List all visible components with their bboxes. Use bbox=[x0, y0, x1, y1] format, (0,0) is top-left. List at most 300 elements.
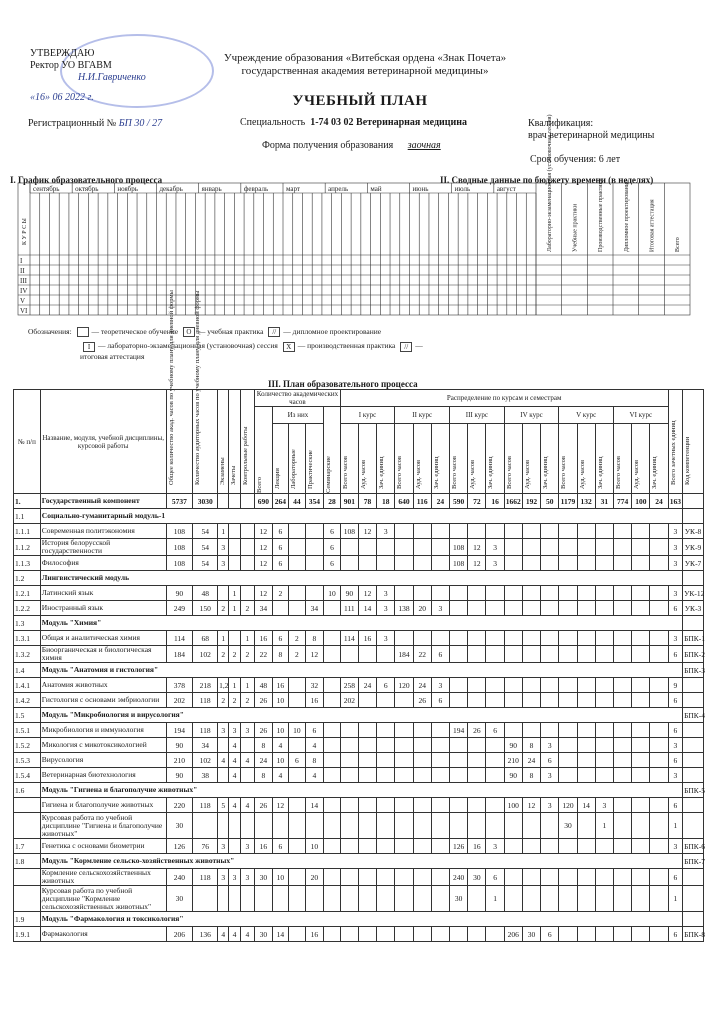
cell-c-13: 14 bbox=[577, 798, 595, 813]
cell-c-8 bbox=[486, 768, 504, 783]
cell-l: 6 bbox=[272, 556, 288, 571]
cell-c-6 bbox=[450, 753, 468, 768]
reg-label: Регистрационный № bbox=[28, 118, 117, 129]
cell-s: 6 bbox=[324, 524, 341, 539]
course-row-1: I bbox=[20, 257, 23, 265]
cell-z bbox=[229, 494, 240, 509]
cell-c-7 bbox=[468, 524, 486, 539]
cell-name: Модуль "Анатомия и гистология" bbox=[40, 663, 682, 678]
cell-z bbox=[229, 556, 240, 571]
cell-c-2: 6 bbox=[377, 678, 395, 693]
cell-c-8 bbox=[486, 678, 504, 693]
cell-name: Общая и аналитическая химия bbox=[40, 631, 166, 646]
cell-c-7: 30 bbox=[468, 869, 486, 886]
cell-z: 4 bbox=[229, 798, 240, 813]
cell-c-16 bbox=[632, 798, 650, 813]
cell-c-1 bbox=[358, 839, 376, 854]
table-row bbox=[14, 783, 704, 798]
cell-c-12 bbox=[559, 539, 577, 556]
cell-c-4 bbox=[413, 539, 431, 556]
cell-s bbox=[324, 723, 341, 738]
cell-lb bbox=[289, 798, 305, 813]
cell-c-11 bbox=[541, 539, 559, 556]
course-5-sub-3: Зач. единиц bbox=[596, 456, 604, 489]
cell-k bbox=[240, 524, 254, 539]
cell-v: 12 bbox=[255, 586, 273, 601]
cell-code bbox=[683, 616, 704, 631]
cell-s: 6 bbox=[324, 556, 341, 571]
cell-p bbox=[305, 556, 324, 571]
col-comp: Код компетенции bbox=[684, 436, 692, 485]
cell-c-6 bbox=[450, 798, 468, 813]
cell-c-9: 90 bbox=[504, 738, 522, 753]
cell-t: 378 bbox=[166, 678, 193, 693]
course-5: V курс bbox=[559, 407, 614, 424]
cell-a: 150 bbox=[193, 601, 218, 616]
cell-t: 114 bbox=[166, 631, 193, 646]
legend-diploma: — дипломное проектирование bbox=[283, 327, 382, 336]
cell-c-17 bbox=[650, 524, 668, 539]
cell-c-2 bbox=[377, 556, 395, 571]
cell-c-15 bbox=[614, 693, 632, 708]
cell-c-9 bbox=[504, 646, 522, 663]
cell-c-15 bbox=[614, 886, 632, 912]
cell-c-11: 6 bbox=[541, 927, 559, 942]
cell-c-11: 50 bbox=[541, 494, 559, 509]
cell-c-14 bbox=[595, 693, 613, 708]
cell-c-0: 901 bbox=[340, 494, 358, 509]
col-vsego: Всего bbox=[256, 477, 264, 493]
cell-c-9 bbox=[504, 693, 522, 708]
reg-value: БП 30 / 27 bbox=[118, 118, 163, 129]
cell-c-7: 26 bbox=[468, 723, 486, 738]
cell-c-11: 3 bbox=[541, 738, 559, 753]
cell-p bbox=[305, 539, 324, 556]
cell-c-5 bbox=[431, 839, 449, 854]
form-value: заочная bbox=[407, 140, 441, 151]
cell-zet: 1 bbox=[668, 813, 682, 839]
cell-no: 1.7 bbox=[14, 839, 41, 854]
cell-v: 26 bbox=[255, 798, 273, 813]
cell-c-12 bbox=[559, 693, 577, 708]
table-row bbox=[14, 738, 704, 753]
cell-e: 1 bbox=[218, 524, 229, 539]
cell-no: 1.3 bbox=[14, 616, 41, 631]
cell-e: 3 bbox=[218, 556, 229, 571]
cell-c-17 bbox=[650, 813, 668, 839]
cell-c-9 bbox=[504, 886, 522, 912]
cell-c-12 bbox=[559, 738, 577, 753]
cell-c-11: 6 bbox=[541, 753, 559, 768]
cell-c-7: 12 bbox=[468, 556, 486, 571]
cell-lb bbox=[289, 738, 305, 753]
cell-c-2: 3 bbox=[377, 601, 395, 616]
course-row-2: II bbox=[20, 267, 25, 275]
cell-k bbox=[240, 539, 254, 556]
cell-name: Курсовая работа по учебной дисциплине "Гигиена и благополучие животных" bbox=[40, 813, 166, 839]
col-iz-nih: Из них bbox=[272, 407, 324, 424]
month-4: январь bbox=[201, 185, 222, 193]
cell-v: 26 bbox=[255, 693, 273, 708]
cell-c-14 bbox=[595, 539, 613, 556]
table-row bbox=[14, 586, 704, 601]
cell-code bbox=[683, 738, 704, 753]
course-1-sub-3: Зач. единиц bbox=[378, 456, 386, 489]
cell-v: 30 bbox=[255, 927, 273, 942]
cell-lb: 10 bbox=[289, 723, 305, 738]
cell-lb bbox=[289, 693, 305, 708]
cell-k: 2 bbox=[240, 601, 254, 616]
cell-c-4 bbox=[413, 927, 431, 942]
cell-c-1 bbox=[358, 798, 376, 813]
course-1-sub-2: Ауд. часов bbox=[359, 459, 367, 489]
cell-lb bbox=[289, 927, 305, 942]
cell-c-13 bbox=[577, 646, 595, 663]
cell-z: 1 bbox=[229, 678, 240, 693]
table-row bbox=[14, 927, 704, 942]
cell-c-13 bbox=[577, 539, 595, 556]
cell-c-0: 108 bbox=[340, 524, 358, 539]
cell-c-5 bbox=[431, 798, 449, 813]
cell-c-14: 1 bbox=[595, 813, 613, 839]
cell-c-5: 3 bbox=[431, 678, 449, 693]
cell-no: 1.4.1 bbox=[14, 678, 41, 693]
cell-c-17 bbox=[650, 768, 668, 783]
cell-k: 4 bbox=[240, 753, 254, 768]
cell-c-10 bbox=[522, 586, 540, 601]
cell-e: 2 bbox=[218, 646, 229, 663]
cell-c-3 bbox=[395, 798, 413, 813]
cell-e: 2 bbox=[218, 693, 229, 708]
cell-no: 1.3.1 bbox=[14, 631, 41, 646]
cell-c-12 bbox=[559, 524, 577, 539]
cell-code bbox=[683, 798, 704, 813]
col-distribution: Распределение по курсам и семестрам bbox=[340, 390, 668, 407]
table-row bbox=[14, 753, 704, 768]
cell-c-2 bbox=[377, 813, 395, 839]
cell-c-4 bbox=[413, 524, 431, 539]
cell-c-10 bbox=[522, 631, 540, 646]
table-row bbox=[14, 524, 704, 539]
cell-p: 32 bbox=[305, 678, 324, 693]
col-pract: Практические bbox=[306, 449, 314, 489]
cell-c-10 bbox=[522, 601, 540, 616]
table-row bbox=[14, 509, 704, 524]
cell-c-15 bbox=[614, 753, 632, 768]
cell-code: БПК-6 bbox=[683, 839, 704, 854]
cell-c-17 bbox=[650, 539, 668, 556]
cell-e bbox=[218, 813, 229, 839]
course-4-sub-2: Ауд. часов bbox=[523, 459, 531, 489]
cell-c-11 bbox=[541, 886, 559, 912]
table-row bbox=[14, 869, 704, 886]
cell-c-9 bbox=[504, 869, 522, 886]
cell-code: УК-3 bbox=[683, 601, 704, 616]
cell-z bbox=[229, 813, 240, 839]
cell-l: 14 bbox=[272, 927, 288, 942]
cell-c-3 bbox=[395, 556, 413, 571]
cell-lb bbox=[289, 839, 305, 854]
cell-c-17 bbox=[650, 646, 668, 663]
legend-attestation-icon: // bbox=[400, 342, 412, 352]
cell-c-12 bbox=[559, 631, 577, 646]
cell-c-13 bbox=[577, 678, 595, 693]
table-row bbox=[14, 912, 704, 927]
cell-name: Гистология с основами эмбриологии bbox=[40, 693, 166, 708]
cell-zet: 3 bbox=[668, 586, 682, 601]
cell-c-10 bbox=[522, 839, 540, 854]
cell-c-0: 202 bbox=[340, 693, 358, 708]
cell-c-12 bbox=[559, 753, 577, 768]
cell-c-17 bbox=[650, 723, 668, 738]
cell-t: 202 bbox=[166, 693, 193, 708]
cell-code: УК-9 bbox=[683, 539, 704, 556]
cell-c-10: 24 bbox=[522, 753, 540, 768]
cell-c-4 bbox=[413, 869, 431, 886]
cell-code bbox=[683, 768, 704, 783]
cell-c-1 bbox=[358, 753, 376, 768]
cell-lb bbox=[289, 556, 305, 571]
cell-c-6 bbox=[450, 524, 468, 539]
cell-code: БПК-3 bbox=[683, 663, 704, 678]
legend-practice-icon: О bbox=[183, 327, 195, 337]
cell-c-0: 90 bbox=[340, 586, 358, 601]
cell-c-17 bbox=[650, 753, 668, 768]
cell-no: 1.1.3 bbox=[14, 556, 41, 571]
cell-s: 6 bbox=[324, 539, 341, 556]
cell-c-14 bbox=[595, 723, 613, 738]
cell-s bbox=[324, 927, 341, 942]
course-2-sub-1: Всего часов bbox=[396, 455, 404, 489]
cell-z: 4 bbox=[229, 768, 240, 783]
cell-c-15 bbox=[614, 869, 632, 886]
cell-e bbox=[218, 768, 229, 783]
cell-c-14 bbox=[595, 927, 613, 942]
cell-code: БПК-2 bbox=[683, 646, 704, 663]
cell-c-0 bbox=[340, 768, 358, 783]
cell-c-4 bbox=[413, 768, 431, 783]
cell-z: 4 bbox=[229, 927, 240, 942]
cell-c-11 bbox=[541, 869, 559, 886]
cell-p bbox=[305, 886, 324, 912]
cell-c-9 bbox=[504, 601, 522, 616]
cell-c-2: 3 bbox=[377, 524, 395, 539]
table-row bbox=[14, 854, 704, 869]
cell-c-9 bbox=[504, 586, 522, 601]
cell-c-5 bbox=[431, 813, 449, 839]
cell-p: 354 bbox=[305, 494, 324, 509]
cell-c-11 bbox=[541, 524, 559, 539]
cell-c-4 bbox=[413, 886, 431, 912]
cell-c-10: 8 bbox=[522, 738, 540, 753]
cell-v: 16 bbox=[255, 631, 273, 646]
cell-code bbox=[683, 869, 704, 886]
cell-c-14 bbox=[595, 646, 613, 663]
table-row bbox=[14, 798, 704, 813]
cell-s bbox=[324, 839, 341, 854]
cell-code bbox=[683, 813, 704, 839]
month-3: декабрь bbox=[159, 185, 183, 193]
cell-k: 2 bbox=[240, 693, 254, 708]
cell-l: 10 bbox=[272, 723, 288, 738]
cell-name: Современная политэкономия bbox=[40, 524, 166, 539]
cell-c-11 bbox=[541, 646, 559, 663]
cell-no: 1.5 bbox=[14, 708, 41, 723]
cell-t: 240 bbox=[166, 869, 193, 886]
course-row-3: III bbox=[20, 277, 27, 285]
cell-l: 12 bbox=[272, 798, 288, 813]
cell-c-4 bbox=[413, 738, 431, 753]
cell-t: 30 bbox=[166, 886, 193, 912]
cell-c-6 bbox=[450, 586, 468, 601]
approve-signature: Н.И.Гавриченко bbox=[78, 72, 146, 83]
cell-c-13 bbox=[577, 869, 595, 886]
cell-c-7: 16 bbox=[468, 839, 486, 854]
cell-a: 54 bbox=[193, 524, 218, 539]
cell-v: 16 bbox=[255, 839, 273, 854]
cell-z bbox=[229, 631, 240, 646]
cell-c-3 bbox=[395, 738, 413, 753]
cell-no: 1.5.1 bbox=[14, 723, 41, 738]
table-row bbox=[14, 663, 704, 678]
cell-c-12 bbox=[559, 869, 577, 886]
cell-s bbox=[324, 753, 341, 768]
cell-c-2 bbox=[377, 839, 395, 854]
table-row bbox=[14, 646, 704, 663]
cell-l bbox=[272, 886, 288, 912]
cell-s bbox=[324, 768, 341, 783]
col-sem: Семинарские bbox=[325, 456, 333, 493]
cell-t: 90 bbox=[166, 586, 193, 601]
cell-c-1: 78 bbox=[358, 494, 376, 509]
cell-code: БПК-1 bbox=[683, 631, 704, 646]
course-5-sub-1: Всего часов bbox=[560, 455, 568, 489]
course-6: VI курс bbox=[614, 407, 669, 424]
cell-c-12 bbox=[559, 556, 577, 571]
legend-production: — производственная практика bbox=[297, 341, 396, 351]
month-5: февраль bbox=[243, 185, 269, 193]
cell-p: 10 bbox=[305, 839, 324, 854]
cell-c-15 bbox=[614, 798, 632, 813]
cell-c-5 bbox=[431, 539, 449, 556]
month-6: март bbox=[286, 185, 300, 193]
cell-c-7 bbox=[468, 738, 486, 753]
cell-name: Модуль "Химия" bbox=[40, 616, 682, 631]
cell-s bbox=[324, 678, 341, 693]
cell-c-16 bbox=[632, 524, 650, 539]
course-row-4: IV bbox=[20, 287, 28, 295]
study-term: Срок обучения: 6 лет bbox=[530, 154, 621, 165]
cell-c-6: 30 bbox=[450, 886, 468, 912]
cell-c-5 bbox=[431, 738, 449, 753]
cell-a: 34 bbox=[193, 738, 218, 753]
cell-p: 16 bbox=[305, 693, 324, 708]
cell-c-1 bbox=[358, 723, 376, 738]
cell-a: 102 bbox=[193, 753, 218, 768]
institution-line-2: государственная академия ветеринарной медицины» bbox=[241, 65, 489, 77]
cell-c-14 bbox=[595, 753, 613, 768]
col-kr: Контрольные работы bbox=[241, 426, 249, 485]
cell-c-3: 120 bbox=[395, 678, 413, 693]
col-name: Название, модуля, учебной дисциплины, курсовой работы bbox=[40, 390, 166, 494]
cell-p: 6 bbox=[305, 723, 324, 738]
cell-c-16 bbox=[632, 646, 650, 663]
cell-lb: 6 bbox=[289, 753, 305, 768]
cell-c-8 bbox=[486, 631, 504, 646]
cell-no: 1.9 bbox=[14, 912, 41, 927]
table-row bbox=[14, 886, 704, 912]
cell-c-16 bbox=[632, 813, 650, 839]
cell-lb: 2 bbox=[289, 646, 305, 663]
cell-c-7 bbox=[468, 601, 486, 616]
cell-c-8 bbox=[486, 586, 504, 601]
cell-c-7 bbox=[468, 631, 486, 646]
cell-c-16 bbox=[632, 839, 650, 854]
cell-c-10 bbox=[522, 813, 540, 839]
cell-lb: 2 bbox=[289, 631, 305, 646]
cell-c-0 bbox=[340, 539, 358, 556]
cell-c-14 bbox=[595, 524, 613, 539]
cell-c-8: 3 bbox=[486, 556, 504, 571]
cell-no: 1.8 bbox=[14, 854, 41, 869]
month-7: апрель bbox=[328, 185, 349, 193]
course-4-sub-3: Зач. единиц bbox=[542, 456, 550, 489]
cell-c-15: 774 bbox=[614, 494, 632, 509]
cell-c-10 bbox=[522, 723, 540, 738]
cell-c-3 bbox=[395, 927, 413, 942]
cell-zet: 163 bbox=[668, 494, 682, 509]
cell-c-11 bbox=[541, 631, 559, 646]
cell-c-16 bbox=[632, 869, 650, 886]
cell-c-10 bbox=[522, 886, 540, 912]
cell-name: Социально-гуманитарный модуль-1 bbox=[40, 509, 682, 524]
table-row bbox=[14, 616, 704, 631]
cell-a bbox=[193, 813, 218, 839]
form-label: Форма получения образования bbox=[262, 140, 394, 151]
cell-v: 24 bbox=[255, 753, 273, 768]
cell-z bbox=[229, 886, 240, 912]
cell-code bbox=[683, 571, 704, 586]
cell-c-12 bbox=[559, 586, 577, 601]
cell-c-14 bbox=[595, 768, 613, 783]
cell-c-1 bbox=[358, 927, 376, 942]
cell-t: 90 bbox=[166, 768, 193, 783]
approve-position: Ректор УО ВГАВМ bbox=[30, 60, 112, 71]
cell-c-1 bbox=[358, 556, 376, 571]
cell-v: 48 bbox=[255, 678, 273, 693]
cell-k bbox=[240, 886, 254, 912]
cell-no: 1.4.2 bbox=[14, 693, 41, 708]
cell-v: 22 bbox=[255, 646, 273, 663]
cell-zet: 1 bbox=[668, 886, 682, 912]
cell-c-15 bbox=[614, 813, 632, 839]
cell-c-1: 12 bbox=[358, 586, 376, 601]
cell-c-0 bbox=[340, 869, 358, 886]
cell-c-4: 24 bbox=[413, 678, 431, 693]
cell-z: 2 bbox=[229, 646, 240, 663]
cell-no: 1.4 bbox=[14, 663, 41, 678]
cell-c-7 bbox=[468, 678, 486, 693]
cell-v: 8 bbox=[255, 738, 273, 753]
cell-c-9 bbox=[504, 839, 522, 854]
cell-c-3 bbox=[395, 886, 413, 912]
cell-a: 3030 bbox=[193, 494, 218, 509]
course-5-sub-2: Ауд. часов bbox=[578, 459, 586, 489]
cell-c-13 bbox=[577, 886, 595, 912]
cell-c-16 bbox=[632, 738, 650, 753]
cell-lb bbox=[289, 601, 305, 616]
cell-c-8 bbox=[486, 693, 504, 708]
